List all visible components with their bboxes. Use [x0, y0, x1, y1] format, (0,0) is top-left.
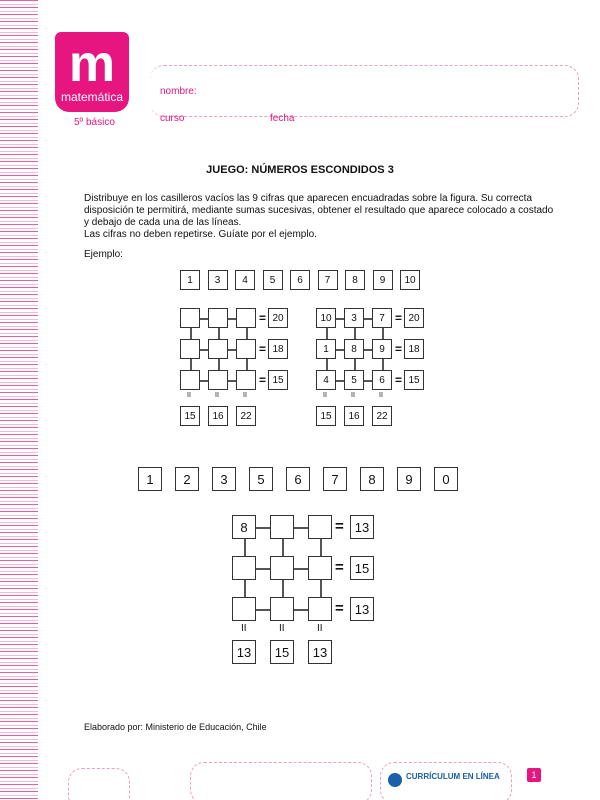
curriculum-play-icon: [388, 773, 402, 787]
credit-line: Elaborado por: Ministerio de Educación, Chile: [84, 722, 267, 732]
column-equals: II: [243, 392, 247, 399]
equals-sign: =: [335, 517, 344, 535]
matematica-logo: [55, 32, 129, 112]
digit-box: 1: [180, 270, 200, 290]
instructions: [84, 193, 554, 241]
filled-cell: 7: [372, 308, 392, 328]
digit-box: 6: [290, 270, 310, 290]
digit-box: 2: [175, 467, 199, 491]
filled-cell: 4: [316, 370, 336, 390]
equals-sign: =: [395, 311, 403, 325]
empty-cell[interactable]: [180, 370, 200, 390]
column-equals: II: [241, 623, 247, 634]
row-sum: 18: [404, 339, 424, 359]
digit-box: 9: [397, 467, 421, 491]
empty-cell[interactable]: [208, 370, 228, 390]
empty-cell[interactable]: [270, 515, 294, 539]
empty-cell[interactable]: [236, 308, 256, 328]
row-sum: 15: [350, 556, 374, 580]
row-sum: 13: [350, 515, 374, 539]
digit-box: 4: [235, 270, 255, 290]
instruction-text: Distribuye en los casilleros vacíos las 9 cifras que aparecen encuadradas sobre la figura. Su correcta disposición te permitirá, mediante sumas sucesivas, obtener el resultado que aparece colocado a costado y debajo de cada una de las líneas.: [84, 193, 554, 228]
digit-box: 5: [249, 467, 273, 491]
column-equals: II: [351, 392, 355, 399]
footer-decoration: [68, 768, 130, 800]
empty-cell[interactable]: [236, 370, 256, 390]
column-sum: 15: [316, 406, 336, 426]
filled-cell: 6: [372, 370, 392, 390]
row-sum: 15: [268, 370, 288, 390]
filled-cell: 8: [232, 515, 256, 539]
row-sum: 18: [268, 339, 288, 359]
digit-box: 8: [360, 467, 384, 491]
empty-cell[interactable]: [270, 597, 294, 621]
filled-cell: 1: [316, 339, 336, 359]
page-title: JUEGO: NÚMEROS ESCONDIDOS 3: [206, 164, 394, 176]
empty-cell[interactable]: [232, 556, 256, 580]
column-sum: 22: [236, 406, 256, 426]
digit-box: 10: [400, 270, 420, 290]
footer-brand[interactable]: CURRÍCULUM EN LÍNEA: [406, 772, 500, 781]
digit-box: 8: [345, 270, 365, 290]
filled-cell: 3: [344, 308, 364, 328]
column-sum: 13: [232, 640, 256, 664]
equals-sign: =: [259, 373, 267, 387]
digit-box: 9: [373, 270, 393, 290]
column-sum: 22: [372, 406, 392, 426]
equals-sign: =: [335, 599, 344, 617]
curso-label: curso: [160, 113, 185, 124]
equals-sign: =: [395, 373, 403, 387]
row-sum: 13: [350, 597, 374, 621]
column-equals: II: [379, 392, 383, 399]
empty-cell[interactable]: [308, 515, 332, 539]
digit-box: 1: [138, 467, 162, 491]
equals-sign: =: [259, 342, 267, 356]
empty-cell[interactable]: [180, 339, 200, 359]
column-equals: II: [279, 623, 285, 634]
digit-box: 0: [434, 467, 458, 491]
row-sum: 20: [404, 308, 424, 328]
column-equals: II: [187, 392, 191, 399]
digit-box: 6: [286, 467, 310, 491]
empty-cell[interactable]: [232, 597, 256, 621]
empty-cell[interactable]: [236, 339, 256, 359]
column-sum: 15: [180, 406, 200, 426]
empty-cell[interactable]: [270, 556, 294, 580]
empty-cell[interactable]: [180, 308, 200, 328]
equals-sign: =: [259, 311, 267, 325]
header-fields-box: [150, 65, 579, 117]
filled-cell: 10: [316, 308, 336, 328]
column-sum: 13: [308, 640, 332, 664]
filled-cell: 9: [372, 339, 392, 359]
footer-decoration: [190, 762, 372, 800]
empty-cell[interactable]: [208, 339, 228, 359]
column-equals: II: [323, 392, 327, 399]
empty-cell[interactable]: [208, 308, 228, 328]
equals-sign: =: [335, 558, 344, 576]
empty-cell[interactable]: [308, 597, 332, 621]
digit-box: 3: [208, 270, 228, 290]
example-label: Ejemplo:: [84, 249, 123, 260]
nombre-label: nombre:: [160, 86, 197, 97]
instruction-rule: Las cifras no deben repetirse. Guíate por el ejemplo.: [84, 229, 317, 240]
row-sum: 20: [268, 308, 288, 328]
digit-box: 7: [323, 467, 347, 491]
digit-box: 3: [212, 467, 236, 491]
decorative-strip: [0, 0, 38, 800]
page-number: 1: [527, 768, 541, 782]
row-sum: 15: [404, 370, 424, 390]
digit-box: 7: [318, 270, 338, 290]
fecha-label: fecha: [270, 113, 295, 124]
equals-sign: =: [395, 342, 403, 356]
filled-cell: 8: [344, 339, 364, 359]
column-sum: 16: [208, 406, 228, 426]
column-sum: 15: [270, 640, 294, 664]
logo-letter: m: [68, 35, 116, 93]
column-equals: II: [317, 623, 323, 634]
grade-label: 5º básico: [74, 117, 115, 128]
logo-word: matemática: [60, 90, 124, 104]
empty-cell[interactable]: [308, 556, 332, 580]
column-sum: 16: [344, 406, 364, 426]
filled-cell: 5: [344, 370, 364, 390]
column-equals: II: [215, 392, 219, 399]
digit-box: 5: [263, 270, 283, 290]
